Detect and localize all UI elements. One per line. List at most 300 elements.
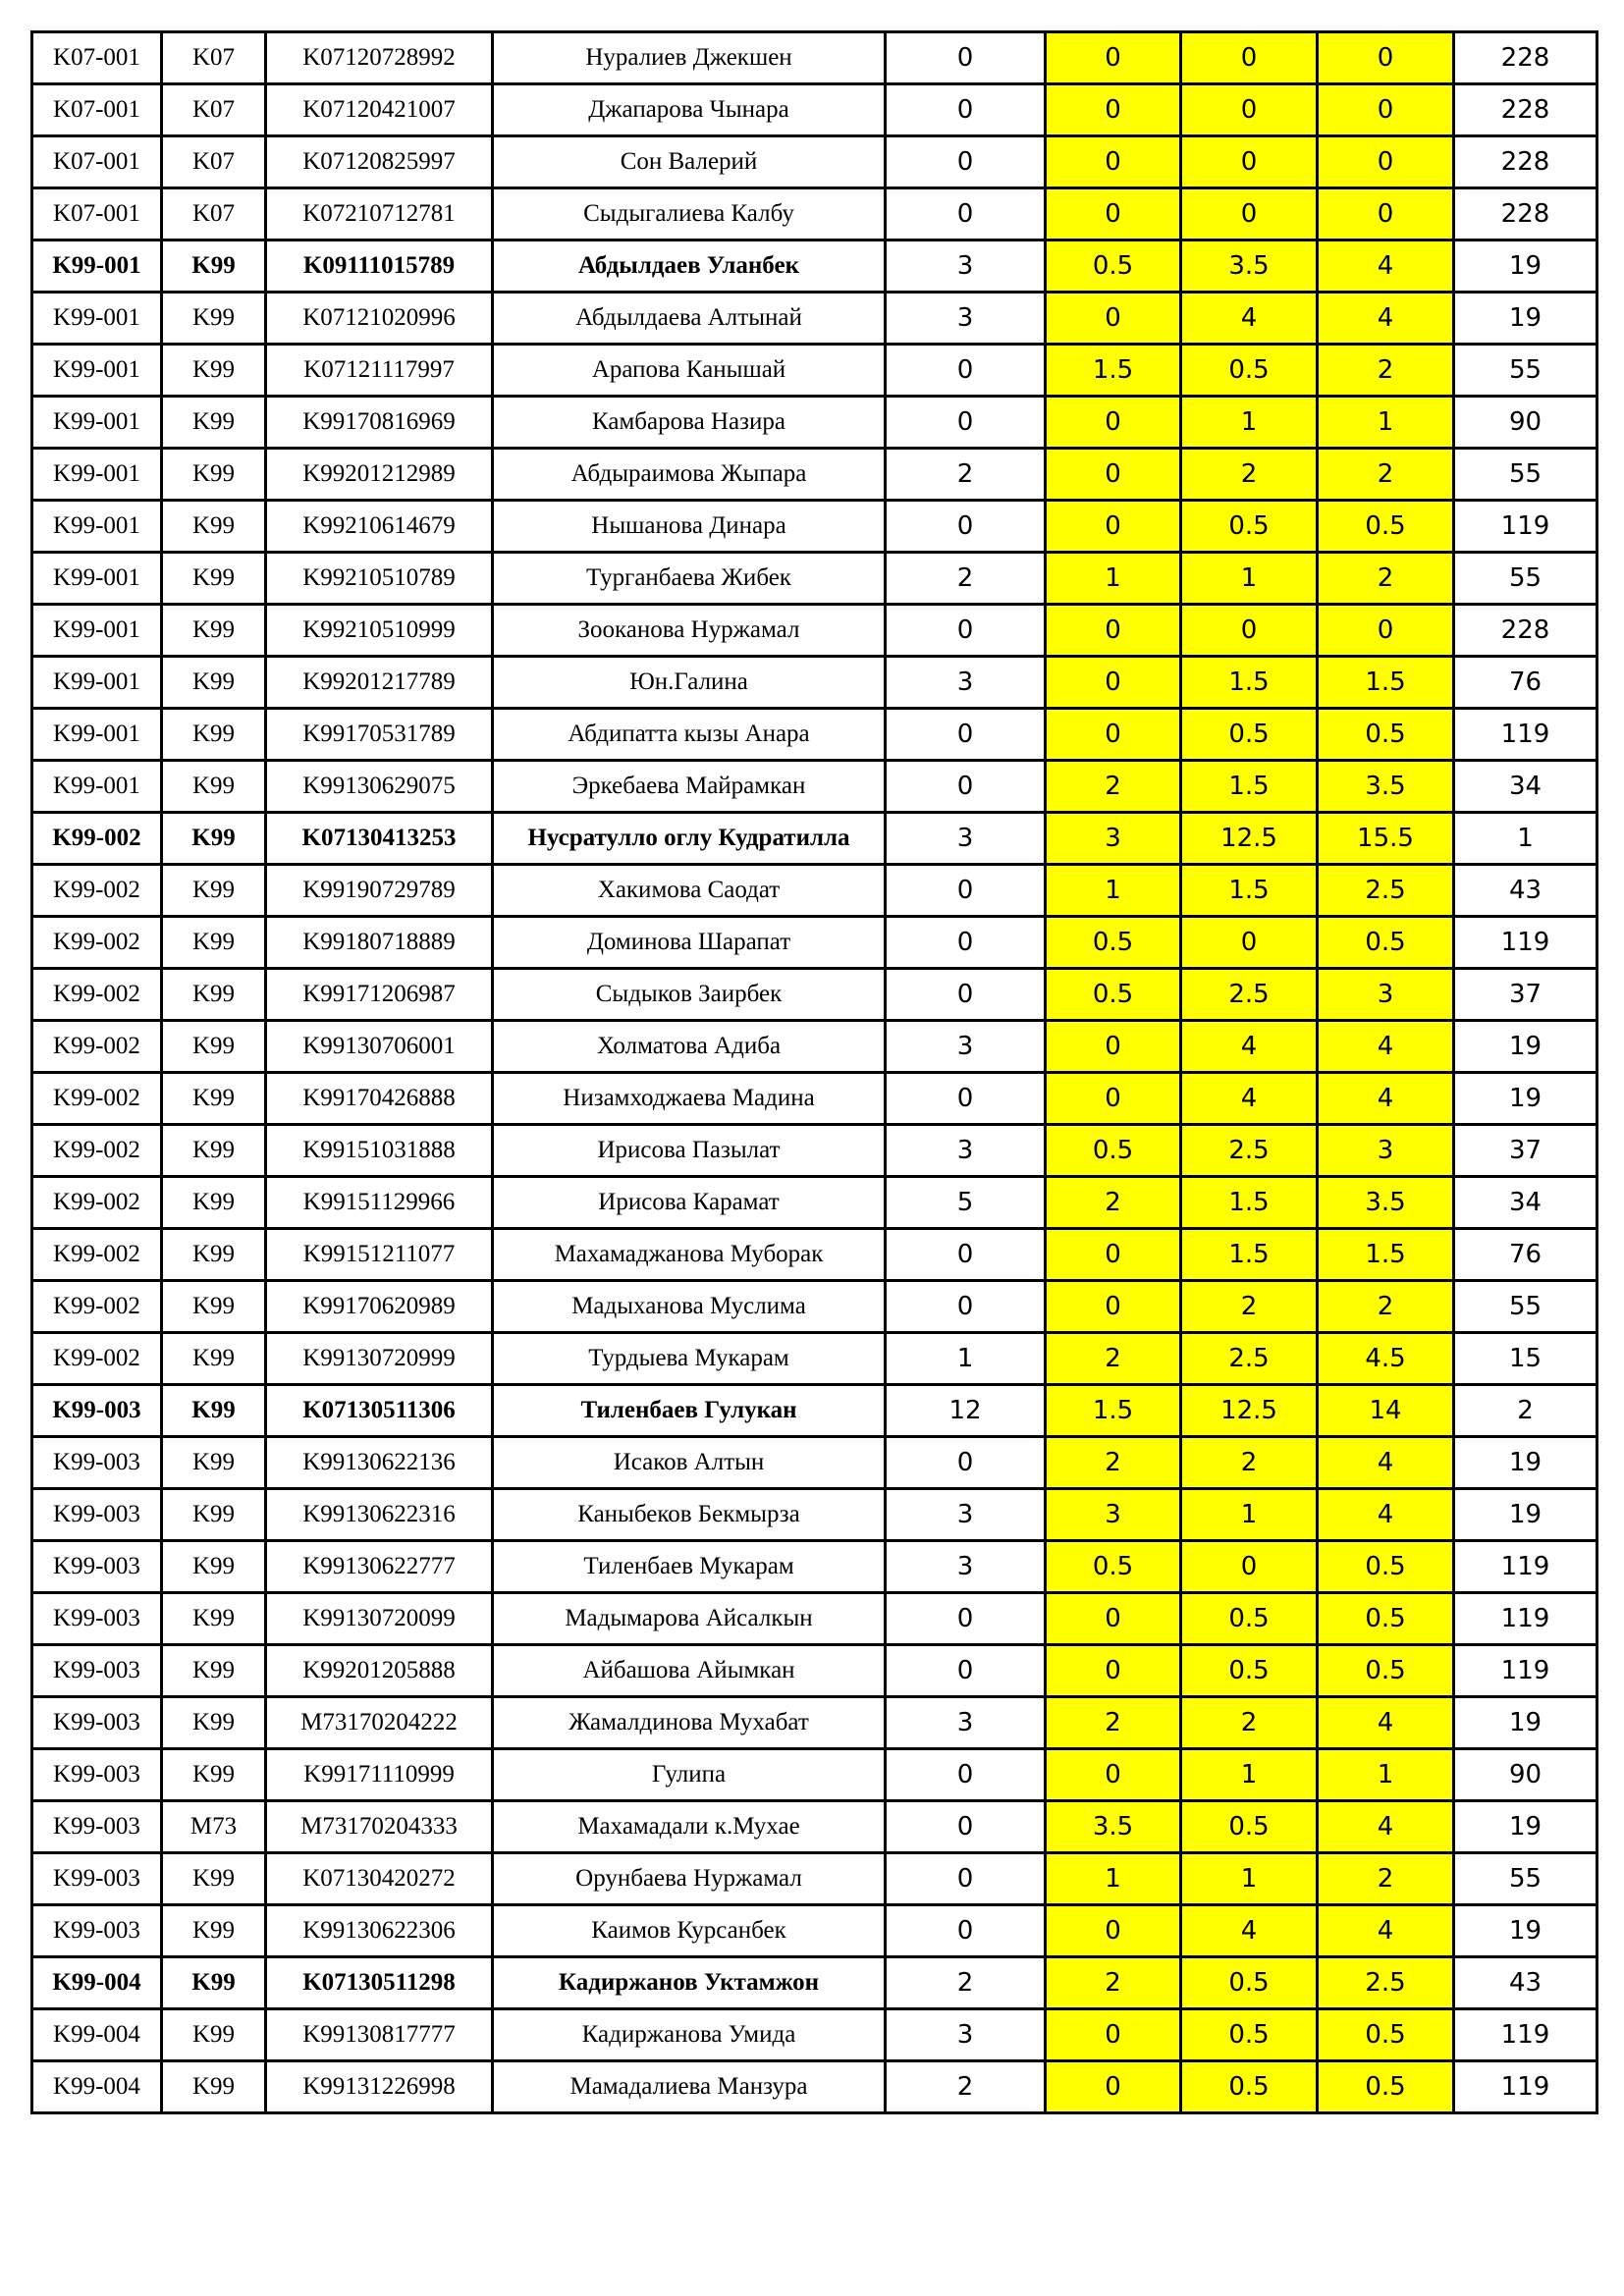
group-cell: K99: [162, 1593, 266, 1645]
total-cell: 0.5: [1318, 501, 1454, 553]
name-cell: Сон Валерий: [493, 136, 886, 188]
count-cell: 2: [886, 1957, 1046, 2009]
total-cell: 0.5: [1318, 709, 1454, 761]
group-cell: K99: [162, 969, 266, 1021]
score-2-cell: 0: [1181, 84, 1318, 136]
table-row: [32, 1333, 1597, 1385]
score-1-cell: 1.5: [1046, 345, 1181, 397]
group-cell: K99: [162, 1697, 266, 1749]
score-2-cell: 0: [1181, 917, 1318, 969]
name-cell: Каныбеков Бекмырза: [493, 1489, 886, 1541]
code-cell: K99-001: [32, 657, 162, 709]
rank-cell: 119: [1454, 1541, 1597, 1593]
group-cell: K99: [162, 1541, 266, 1593]
score-1-cell: 0.5: [1046, 1541, 1181, 1593]
table-row: [32, 1281, 1597, 1333]
id-cell: K07120421007: [266, 84, 493, 136]
id-cell: K99201205888: [266, 1645, 493, 1697]
group-cell: K99: [162, 501, 266, 553]
id-cell: K99170816969: [266, 397, 493, 449]
score-2-cell: 2: [1181, 1281, 1318, 1333]
id-cell: K99170620989: [266, 1281, 493, 1333]
code-cell: K07-001: [32, 84, 162, 136]
group-cell: K99: [162, 813, 266, 865]
score-2-cell: 1.5: [1181, 1177, 1318, 1229]
total-cell: 3.5: [1318, 761, 1454, 813]
count-cell: 0: [886, 345, 1046, 397]
score-1-cell: 0: [1046, 1073, 1181, 1125]
count-cell: 0: [886, 1905, 1046, 1957]
name-cell: Ирисова Пазылат: [493, 1125, 886, 1177]
score-2-cell: 0: [1181, 188, 1318, 240]
score-2-cell: 12.5: [1181, 813, 1318, 865]
name-cell: Ирисова Карамат: [493, 1177, 886, 1229]
group-cell: K07: [162, 188, 266, 240]
id-cell: K99201212989: [266, 449, 493, 501]
table-row: [32, 1489, 1597, 1541]
table-row: [32, 553, 1597, 605]
score-1-cell: 1: [1046, 1853, 1181, 1905]
score-1-cell: 0: [1046, 1229, 1181, 1281]
id-cell: K07210712781: [266, 188, 493, 240]
table-row: [32, 2061, 1597, 2113]
count-cell: 0: [886, 917, 1046, 969]
count-cell: 0: [886, 84, 1046, 136]
group-cell: K99: [162, 1749, 266, 1801]
id-cell: K99130720999: [266, 1333, 493, 1385]
total-cell: 4.5: [1318, 1333, 1454, 1385]
score-1-cell: 2: [1046, 761, 1181, 813]
code-cell: K99-003: [32, 1697, 162, 1749]
code-cell: K99-002: [32, 1333, 162, 1385]
count-cell: 0: [886, 1593, 1046, 1645]
code-cell: K99-002: [32, 865, 162, 917]
total-cell: 0: [1318, 84, 1454, 136]
id-cell: K07121117997: [266, 345, 493, 397]
total-cell: 4: [1318, 1489, 1454, 1541]
code-cell: K99-004: [32, 1957, 162, 2009]
total-cell: 2: [1318, 345, 1454, 397]
group-cell: K99: [162, 1281, 266, 1333]
name-cell: Мадымарова Айсалкын: [493, 1593, 886, 1645]
table-row: [32, 761, 1597, 813]
id-cell: K99130622136: [266, 1437, 493, 1489]
count-cell: 3: [886, 240, 1046, 293]
count-cell: 3: [886, 2009, 1046, 2061]
total-cell: 1: [1318, 1749, 1454, 1801]
score-2-cell: 1: [1181, 1489, 1318, 1541]
rank-cell: 19: [1454, 1489, 1597, 1541]
score-2-cell: 0.5: [1181, 345, 1318, 397]
id-cell: K99171110999: [266, 1749, 493, 1801]
total-cell: 0: [1318, 32, 1454, 84]
rank-cell: 37: [1454, 1125, 1597, 1177]
score-2-cell: 0.5: [1181, 1801, 1318, 1853]
name-cell: Тиленбаев Гулукан: [493, 1385, 886, 1437]
rank-cell: 90: [1454, 397, 1597, 449]
score-1-cell: 0: [1046, 293, 1181, 345]
rank-cell: 19: [1454, 240, 1597, 293]
table-row: [32, 1229, 1597, 1281]
code-cell: K99-001: [32, 709, 162, 761]
id-cell: K99130622306: [266, 1905, 493, 1957]
id-cell: K99130706001: [266, 1021, 493, 1073]
name-cell: Жамалдинова Мухабат: [493, 1697, 886, 1749]
name-cell: Турганбаева Жибек: [493, 553, 886, 605]
rank-cell: 19: [1454, 1021, 1597, 1073]
code-cell: K07-001: [32, 32, 162, 84]
rank-cell: 19: [1454, 1697, 1597, 1749]
score-2-cell: 4: [1181, 1021, 1318, 1073]
score-1-cell: 0: [1046, 1021, 1181, 1073]
id-cell: K99171206987: [266, 969, 493, 1021]
code-cell: K99-002: [32, 917, 162, 969]
rank-cell: 55: [1454, 553, 1597, 605]
score-1-cell: 1: [1046, 553, 1181, 605]
table-row: [32, 865, 1597, 917]
rank-cell: 228: [1454, 84, 1597, 136]
rank-cell: 37: [1454, 969, 1597, 1021]
group-cell: K99: [162, 240, 266, 293]
rank-cell: 119: [1454, 2009, 1597, 2061]
group-cell: K99: [162, 1229, 266, 1281]
count-cell: 3: [886, 293, 1046, 345]
rank-cell: 19: [1454, 293, 1597, 345]
table-row: [32, 501, 1597, 553]
rank-cell: 19: [1454, 1437, 1597, 1489]
name-cell: Камбарова Назира: [493, 397, 886, 449]
total-cell: 0.5: [1318, 1593, 1454, 1645]
total-cell: 0: [1318, 188, 1454, 240]
total-cell: 0.5: [1318, 1645, 1454, 1697]
score-1-cell: 0: [1046, 2009, 1181, 2061]
group-cell: K99: [162, 761, 266, 813]
total-cell: 4: [1318, 1697, 1454, 1749]
rank-cell: 228: [1454, 136, 1597, 188]
name-cell: Исаков Алтын: [493, 1437, 886, 1489]
name-cell: Абдипатта кызы Анара: [493, 709, 886, 761]
score-1-cell: 2: [1046, 1957, 1181, 2009]
name-cell: Махамадали к.Мухае: [493, 1801, 886, 1853]
score-1-cell: 0: [1046, 188, 1181, 240]
name-cell: Нусратулло оглу Кудратилла: [493, 813, 886, 865]
id-cell: M73170204333: [266, 1801, 493, 1853]
score-1-cell: 0: [1046, 709, 1181, 761]
total-cell: 1.5: [1318, 1229, 1454, 1281]
name-cell: Абдылдаева Алтынай: [493, 293, 886, 345]
code-cell: K99-004: [32, 2061, 162, 2113]
table-row: [32, 2009, 1597, 2061]
total-cell: 4: [1318, 293, 1454, 345]
total-cell: 0.5: [1318, 1541, 1454, 1593]
total-cell: 2: [1318, 449, 1454, 501]
score-2-cell: 1.5: [1181, 657, 1318, 709]
id-cell: K99170426888: [266, 1073, 493, 1125]
count-cell: 0: [886, 1437, 1046, 1489]
rank-cell: 228: [1454, 32, 1597, 84]
table-row: [32, 1437, 1597, 1489]
total-cell: 4: [1318, 1073, 1454, 1125]
group-cell: K99: [162, 1177, 266, 1229]
rank-cell: 55: [1454, 449, 1597, 501]
total-cell: 4: [1318, 1905, 1454, 1957]
rank-cell: 19: [1454, 1073, 1597, 1125]
score-2-cell: 4: [1181, 1905, 1318, 1957]
score-2-cell: 2.5: [1181, 1333, 1318, 1385]
count-cell: 0: [886, 1801, 1046, 1853]
name-cell: Зооканова Нуржамал: [493, 605, 886, 657]
score-1-cell: 3.5: [1046, 1801, 1181, 1853]
count-cell: 1: [886, 1333, 1046, 1385]
group-cell: K99: [162, 449, 266, 501]
total-cell: 2: [1318, 1281, 1454, 1333]
total-cell: 3: [1318, 969, 1454, 1021]
code-cell: K99-003: [32, 1593, 162, 1645]
id-cell: K07120825997: [266, 136, 493, 188]
group-cell: K99: [162, 1385, 266, 1437]
code-cell: K99-003: [32, 1749, 162, 1801]
name-cell: Мадыханова Муслима: [493, 1281, 886, 1333]
table-row: [32, 397, 1597, 449]
count-cell: 3: [886, 1489, 1046, 1541]
results-table: [30, 30, 1598, 2114]
group-cell: K99: [162, 1333, 266, 1385]
score-1-cell: 2: [1046, 1177, 1181, 1229]
id-cell: K99170531789: [266, 709, 493, 761]
total-cell: 15.5: [1318, 813, 1454, 865]
count-cell: 0: [886, 605, 1046, 657]
score-1-cell: 0.5: [1046, 240, 1181, 293]
rank-cell: 15: [1454, 1333, 1597, 1385]
score-2-cell: 12.5: [1181, 1385, 1318, 1437]
id-cell: K07120728992: [266, 32, 493, 84]
id-cell: K07130413253: [266, 813, 493, 865]
total-cell: 0: [1318, 605, 1454, 657]
name-cell: Джапарова Чынара: [493, 84, 886, 136]
rank-cell: 228: [1454, 605, 1597, 657]
score-2-cell: 0: [1181, 32, 1318, 84]
score-2-cell: 2.5: [1181, 969, 1318, 1021]
code-cell: K99-002: [32, 1021, 162, 1073]
count-cell: 2: [886, 553, 1046, 605]
group-cell: K99: [162, 1489, 266, 1541]
table-row: [32, 1853, 1597, 1905]
table-row-leader: [32, 813, 1597, 865]
total-cell: 3: [1318, 1125, 1454, 1177]
rank-cell: 2: [1454, 1385, 1597, 1437]
group-cell: K99: [162, 917, 266, 969]
table-row: [32, 709, 1597, 761]
table-row: [32, 345, 1597, 397]
name-cell: Доминова Шарапат: [493, 917, 886, 969]
count-cell: 0: [886, 188, 1046, 240]
code-cell: K99-001: [32, 449, 162, 501]
score-1-cell: 0: [1046, 2061, 1181, 2113]
count-cell: 0: [886, 709, 1046, 761]
count-cell: 0: [886, 1645, 1046, 1697]
total-cell: 0.5: [1318, 2009, 1454, 2061]
score-2-cell: 0: [1181, 1541, 1318, 1593]
group-cell: K07: [162, 136, 266, 188]
total-cell: 2: [1318, 1853, 1454, 1905]
rank-cell: 19: [1454, 1801, 1597, 1853]
group-cell: K99: [162, 345, 266, 397]
code-cell: K99-001: [32, 240, 162, 293]
total-cell: 4: [1318, 1437, 1454, 1489]
code-cell: K99-003: [32, 1801, 162, 1853]
score-2-cell: 1: [1181, 1853, 1318, 1905]
score-2-cell: 3.5: [1181, 240, 1318, 293]
score-1-cell: 2: [1046, 1437, 1181, 1489]
code-cell: K07-001: [32, 188, 162, 240]
count-cell: 3: [886, 1021, 1046, 1073]
code-cell: K99-003: [32, 1437, 162, 1489]
code-cell: K99-001: [32, 345, 162, 397]
score-2-cell: 0.5: [1181, 1645, 1318, 1697]
count-cell: 0: [886, 397, 1046, 449]
score-1-cell: 3: [1046, 1489, 1181, 1541]
group-cell: K99: [162, 1021, 266, 1073]
group-cell: K07: [162, 84, 266, 136]
id-cell: K99130629075: [266, 761, 493, 813]
id-cell: M73170204222: [266, 1697, 493, 1749]
count-cell: 2: [886, 449, 1046, 501]
table-row: [32, 449, 1597, 501]
name-cell: Тиленбаев Мукарам: [493, 1541, 886, 1593]
score-2-cell: 1.5: [1181, 865, 1318, 917]
count-cell: 0: [886, 1073, 1046, 1125]
score-2-cell: 1.5: [1181, 761, 1318, 813]
name-cell: Арапова Канышай: [493, 345, 886, 397]
total-cell: 4: [1318, 1021, 1454, 1073]
rank-cell: 76: [1454, 657, 1597, 709]
total-cell: 0.5: [1318, 2061, 1454, 2113]
group-cell: K99: [162, 1125, 266, 1177]
group-cell: K99: [162, 1073, 266, 1125]
group-cell: K99: [162, 605, 266, 657]
count-cell: 12: [886, 1385, 1046, 1437]
code-cell: K99-003: [32, 1541, 162, 1593]
count-cell: 3: [886, 1125, 1046, 1177]
name-cell: Кадиржанова Умида: [493, 2009, 886, 2061]
code-cell: K99-001: [32, 761, 162, 813]
score-1-cell: 2: [1046, 1697, 1181, 1749]
total-cell: 2.5: [1318, 1957, 1454, 2009]
count-cell: 0: [886, 761, 1046, 813]
table-row: [32, 1021, 1597, 1073]
id-cell: K99201217789: [266, 657, 493, 709]
score-1-cell: 1.5: [1046, 1385, 1181, 1437]
group-cell: K99: [162, 397, 266, 449]
rank-cell: 55: [1454, 1853, 1597, 1905]
code-cell: K07-001: [32, 136, 162, 188]
rank-cell: 43: [1454, 1957, 1597, 2009]
group-cell: K99: [162, 293, 266, 345]
count-cell: 5: [886, 1177, 1046, 1229]
total-cell: 14: [1318, 1385, 1454, 1437]
code-cell: K99-003: [32, 1905, 162, 1957]
id-cell: K99210510789: [266, 553, 493, 605]
code-cell: K99-002: [32, 1281, 162, 1333]
table-row: [32, 1593, 1597, 1645]
id-cell: K09111015789: [266, 240, 493, 293]
code-cell: K99-002: [32, 1229, 162, 1281]
id-cell: K99130622316: [266, 1489, 493, 1541]
name-cell: Сыдыков Заирбек: [493, 969, 886, 1021]
id-cell: K99180718889: [266, 917, 493, 969]
name-cell: Нуралиев Джекшен: [493, 32, 886, 84]
score-2-cell: 0: [1181, 605, 1318, 657]
id-cell: K07121020996: [266, 293, 493, 345]
id-cell: K99151129966: [266, 1177, 493, 1229]
count-cell: 0: [886, 136, 1046, 188]
score-2-cell: 1: [1181, 553, 1318, 605]
rank-cell: 34: [1454, 1177, 1597, 1229]
score-1-cell: 1: [1046, 865, 1181, 917]
group-cell: K99: [162, 1853, 266, 1905]
total-cell: 2: [1318, 553, 1454, 605]
total-cell: 1: [1318, 397, 1454, 449]
name-cell: Нышанова Динара: [493, 501, 886, 553]
group-cell: K99: [162, 2009, 266, 2061]
score-1-cell: 0: [1046, 657, 1181, 709]
name-cell: Абдылдаев Уланбек: [493, 240, 886, 293]
id-cell: K99130817777: [266, 2009, 493, 2061]
table-row: [32, 1073, 1597, 1125]
rank-cell: 119: [1454, 501, 1597, 553]
code-cell: K99-003: [32, 1385, 162, 1437]
table-row-leader: [32, 240, 1597, 293]
rank-cell: 119: [1454, 917, 1597, 969]
score-2-cell: 4: [1181, 1073, 1318, 1125]
count-cell: 0: [886, 865, 1046, 917]
count-cell: 3: [886, 813, 1046, 865]
total-cell: 4: [1318, 240, 1454, 293]
rank-cell: 55: [1454, 1281, 1597, 1333]
table-row: [32, 1697, 1597, 1749]
count-cell: 0: [886, 1281, 1046, 1333]
table-row: [32, 1749, 1597, 1801]
id-cell: K99151211077: [266, 1229, 493, 1281]
score-1-cell: 2: [1046, 1333, 1181, 1385]
code-cell: K99-003: [32, 1645, 162, 1697]
count-cell: 3: [886, 657, 1046, 709]
count-cell: 0: [886, 1853, 1046, 1905]
score-2-cell: 1.5: [1181, 1229, 1318, 1281]
rank-cell: 119: [1454, 1593, 1597, 1645]
group-cell: K07: [162, 32, 266, 84]
count-cell: 0: [886, 32, 1046, 84]
score-2-cell: 2: [1181, 449, 1318, 501]
score-2-cell: 0.5: [1181, 2061, 1318, 2113]
score-1-cell: 0: [1046, 1749, 1181, 1801]
score-2-cell: 2: [1181, 1697, 1318, 1749]
rank-cell: 55: [1454, 345, 1597, 397]
rank-cell: 119: [1454, 1645, 1597, 1697]
group-cell: K99: [162, 709, 266, 761]
score-2-cell: 0.5: [1181, 1593, 1318, 1645]
total-cell: 4: [1318, 1801, 1454, 1853]
id-cell: K99131226998: [266, 2061, 493, 2113]
code-cell: K99-002: [32, 1177, 162, 1229]
count-cell: 2: [886, 2061, 1046, 2113]
id-cell: K99151031888: [266, 1125, 493, 1177]
code-cell: K99-003: [32, 1853, 162, 1905]
table-row: [32, 1905, 1597, 1957]
rank-cell: 1: [1454, 813, 1597, 865]
name-cell: Махамаджанова Муборак: [493, 1229, 886, 1281]
score-1-cell: 0: [1046, 1905, 1181, 1957]
